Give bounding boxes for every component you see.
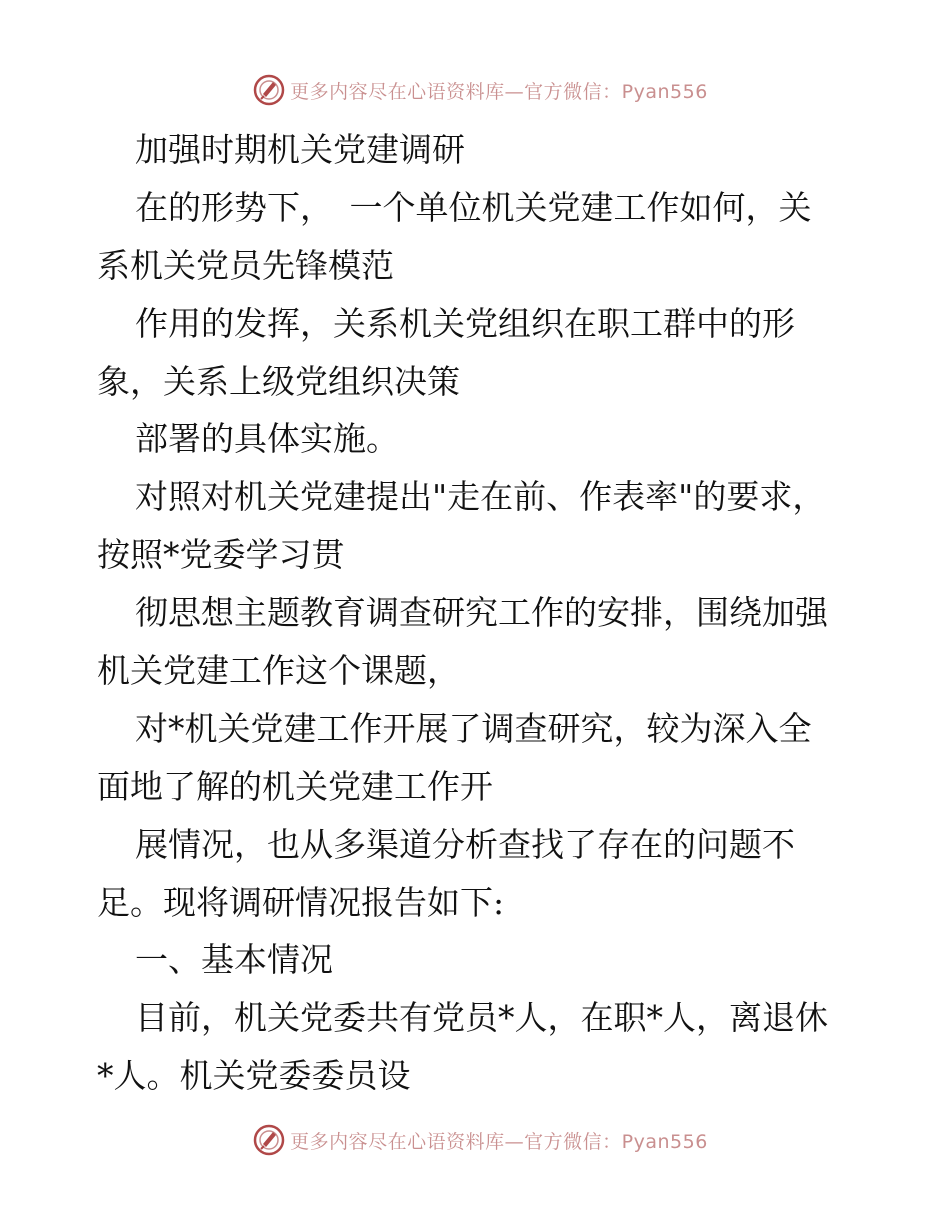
- text-line: 在的形势下， 一个单位机关党建工作如何，关: [135, 187, 812, 227]
- text-line: 系机关党员先锋模范: [97, 245, 394, 285]
- document-body: [97, 121, 857, 1105]
- text-line: 足。现将调研情况报告如下:: [97, 882, 505, 922]
- text-line: 展情况，也从多渠道分析查找了存在的问题不: [135, 824, 795, 864]
- header-watermark: [0, 70, 950, 110]
- text-line: *人。机关党委委员设: [97, 1056, 411, 1096]
- text-line: 加强时期机关党建调研: [135, 130, 465, 169]
- watermark-text: 更多内容尽在心语资料库—官方微信：Pyan556: [290, 1130, 708, 1153]
- text-line: 对*机关党建工作开展了调查研究，较为深入全: [135, 708, 812, 748]
- watermark-group: [252, 73, 708, 107]
- text-line: 目前，机关党委共有党员*人，在职*人，离退休: [135, 998, 828, 1038]
- watermark-group: [252, 1123, 708, 1157]
- text-line: 按照*党委学习贯: [97, 535, 345, 575]
- text-line: 象，关系上级党组织决策: [97, 361, 460, 401]
- watermark-text: 更多内容尽在心语资料库—官方微信：Pyan556: [290, 80, 708, 103]
- seal-logo-icon: [252, 73, 286, 107]
- text-line: 面地了解的机关党建工作开: [97, 766, 493, 806]
- text-line: 彻思想主题教育调查研究工作的安排，围绕加强: [135, 593, 828, 633]
- text-line: 一、基本情况: [135, 940, 333, 980]
- text-line: 部署的具体实施。: [135, 419, 399, 459]
- text-line: 对照对机关党建提出"走在前、作表率"的要求，: [135, 477, 826, 517]
- seal-logo-icon: [252, 1123, 286, 1157]
- text-line: 作用的发挥，关系机关党组织在职工群中的形: [135, 303, 795, 343]
- footer-watermark: [0, 1120, 950, 1160]
- text-line: 机关党建工作这个课题，: [97, 651, 460, 691]
